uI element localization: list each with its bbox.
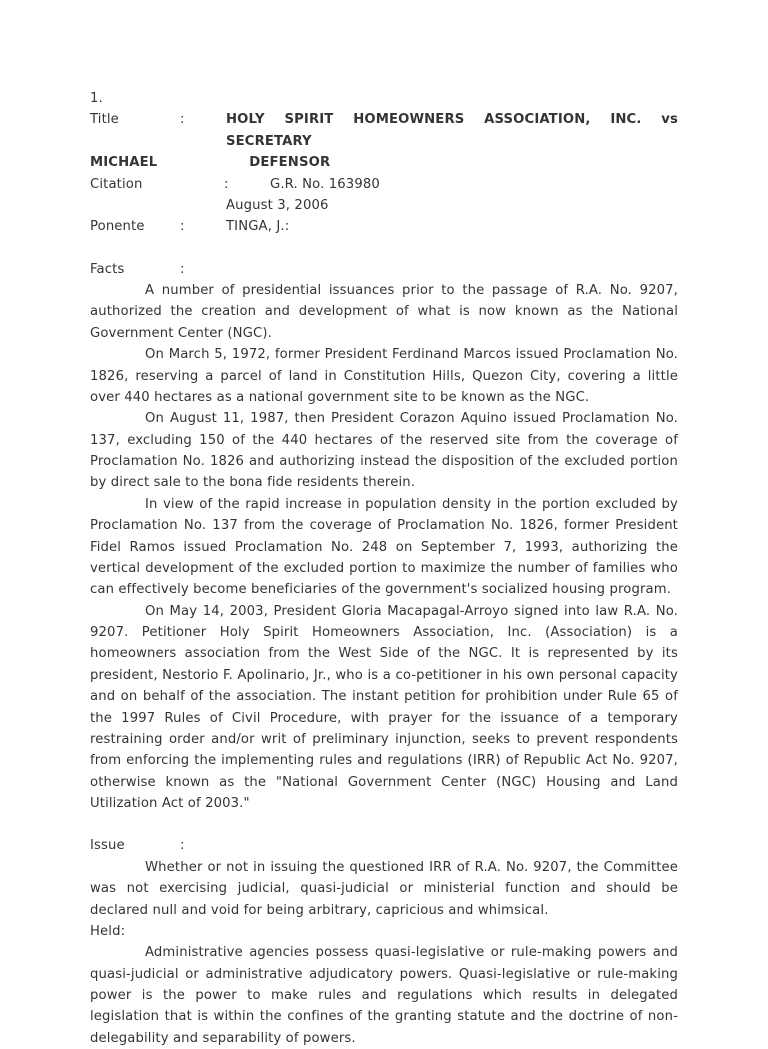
issue-header-row <box>90 835 678 856</box>
facts-paragraph-2: On March 5, 1972, former President Ferdinand Marcos issued Proclamation No. 1826, reserving a parcel of land in Constitution Hills, Quezon City, covering a little over 440 hectares as a national government site to be known as the NGC. <box>90 347 678 405</box>
title-row <box>90 109 678 152</box>
citation-date-row <box>90 195 678 216</box>
title-value-line-2-right: DEFENSOR <box>249 155 331 171</box>
document-body <box>90 88 678 1049</box>
title-colon: : <box>180 112 185 128</box>
citation-label: Citation <box>90 176 143 192</box>
citation-value: G.R. No. 163980 <box>270 176 380 192</box>
facts-label: Facts <box>90 261 125 277</box>
title-value-line-1: HOLY SPIRIT HOMEOWNERS ASSOCIATION, INC. vs SECRETARY <box>226 112 678 149</box>
spacer-before-facts <box>90 238 678 259</box>
held-paragraph: Administrative agencies possess quasi-legislative or rule-making powers and quasi-judicial or administrative adjudicatory powers. Quasi-legislative or rule-making power is the power to make rules and regulations which results in delegated legislation that is within the confines of the granting statute and the doctrine of non-delegability and separability of powers. <box>90 945 678 1046</box>
facts-paragraph-1: A number of presidential issuances prior to the passage of R.A. No. 9207, authorized the creation and development of what is now known as the National Government Center (NGC). <box>90 283 678 341</box>
spacer-before-issue <box>90 814 678 835</box>
facts-colon: : <box>180 261 185 277</box>
ponente-colon: : <box>180 219 185 235</box>
issue-label: Issue <box>90 838 125 854</box>
title-value-line-2-left: MICHAEL <box>90 155 158 171</box>
facts-header-row <box>90 259 678 280</box>
facts-paragraph-4: In view of the rapid increase in population density in the portion excluded by Proclamation No. 137 from the coverage of Proclamation No. 1826, former President Fidel Ramos issued Proclamation No. 248 on September 7, 1993, authorizing the vertical development of the excluded portion to maximize the number of families who can effectively become beneficiaries of the government's socialized housing program. <box>90 496 678 598</box>
title-label: Title <box>90 112 119 128</box>
title-row-continued <box>90 152 678 173</box>
ponente-value: TINGA, J.: <box>226 219 290 235</box>
facts-paragraph-3: On August 11, 1987, then President Corazon Aquino issued Proclamation No. 137, excluding 150 of the 440 hectares of the reserved site from the coverage of Proclamation No. 1826 and authorizing instead the disposition of the excluded portion by direct sale to the bona fide residents therein. <box>90 411 678 491</box>
ponente-row <box>90 216 678 237</box>
citation-colon: : <box>224 176 229 192</box>
issue-paragraph: Whether or not in issuing the questioned IRR of R.A. No. 9207, the Committee was not exercising judicial, quasi-judicial or ministerial function and should be declared null and void for being arbitrary, capricious and whimsical. <box>90 859 678 918</box>
issue-colon: : <box>180 838 185 854</box>
held-label: Held: <box>90 923 126 939</box>
citation-row <box>90 174 678 195</box>
citation-date-value: August 3, 2006 <box>226 197 329 213</box>
item-number: 1. <box>90 91 103 106</box>
ponente-label: Ponente <box>90 219 145 235</box>
facts-paragraph-5: On May 14, 2003, President Gloria Macapagal-Arroyo signed into law R.A. No. 9207. Petitioner Holy Spirit Homeowners Association, Inc. (Association) is a homeowners association from the West Side of the NGC. It is represented by its president, Nestorio F. Apolinario, Jr., who is a co-petitioner in his own personal capacity and on behalf of the association. The instant petition for prohibition under Rule 65 of the 1997 Rules of Civil Procedure, with prayer for the issuance of a temporary restraining order and/or writ of preliminary injunction, seeks to prevent respondents from enforcing the implementing rules and regulations (IRR) of Republic Act No. 9207, otherwise known as the "National Government Center (NGC) Housing and Land Utilization Act of 2003." <box>90 603 678 811</box>
